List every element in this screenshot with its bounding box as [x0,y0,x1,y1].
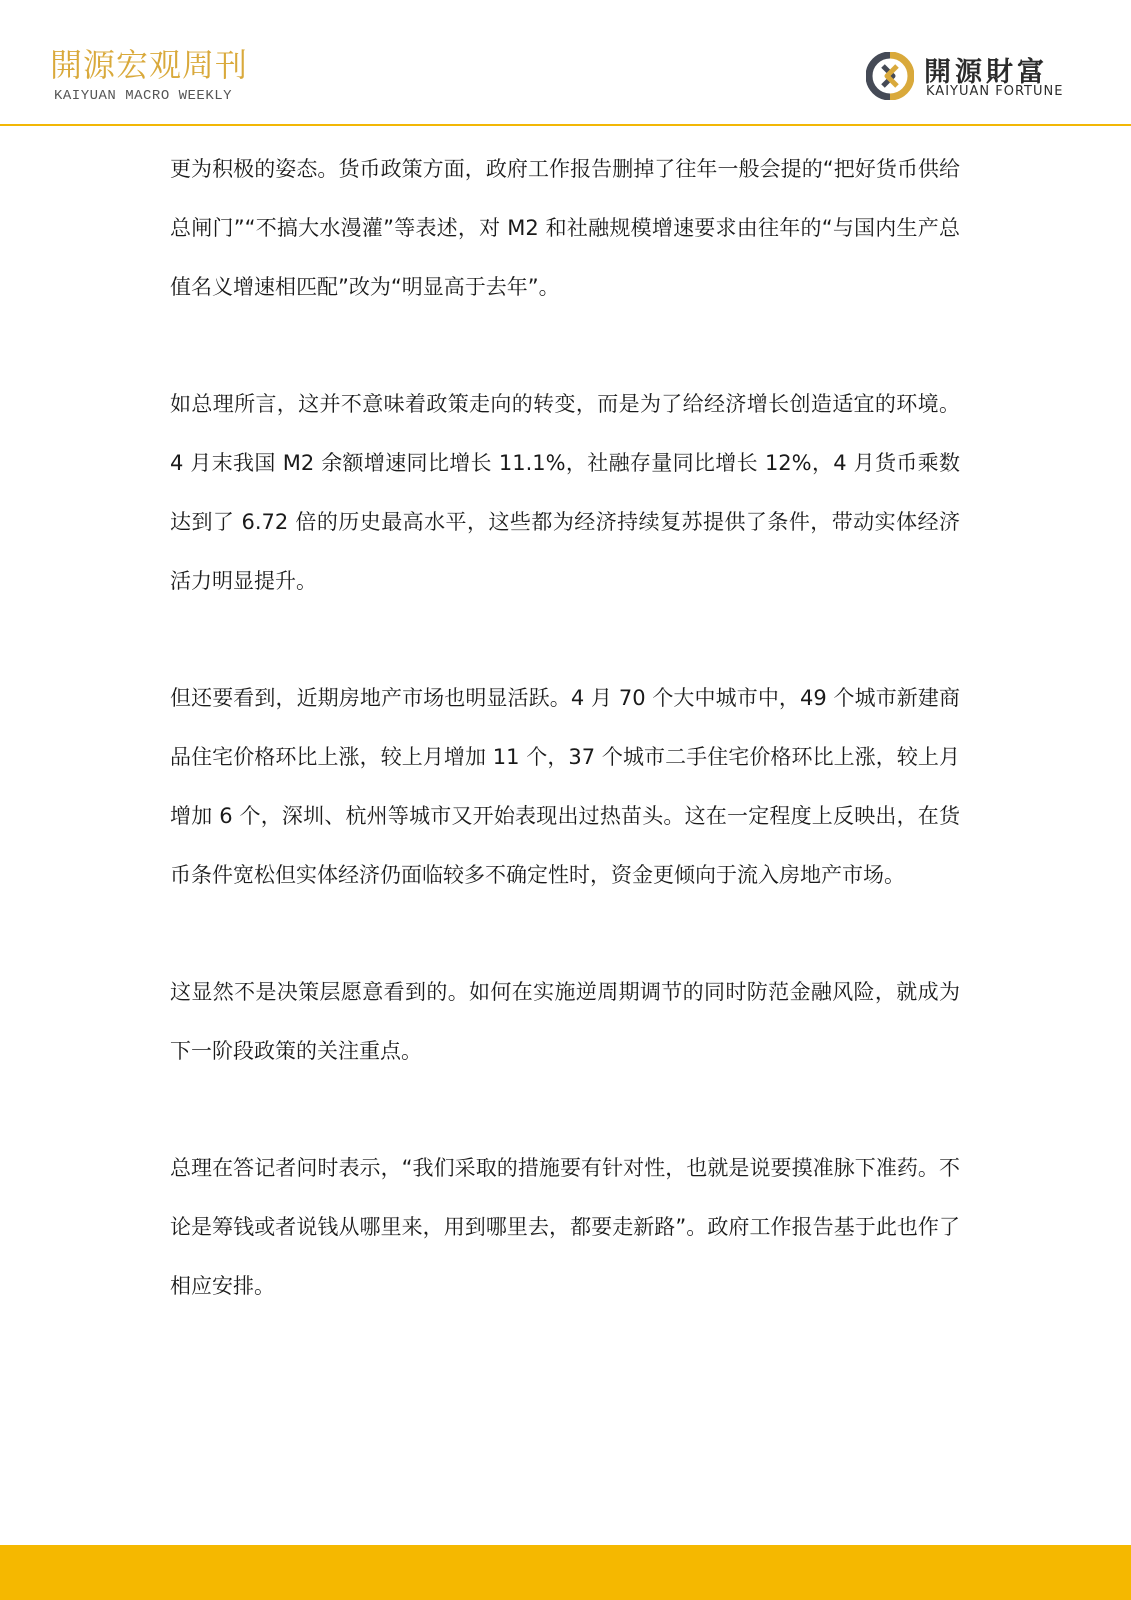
footer-band [0,1545,1131,1600]
magazine-title: 開源宏观周刊 [50,46,249,84]
brand-logo-block [866,50,1116,106]
kaiyuan-logo-icon [866,52,914,100]
paragraph: 总理在答记者问时表示，“我们采取的措施要有针对性，也就是说要摸准脉下准药。不论是筹钱或者说钱从哪里来，用到哪里去，都要走新路”。政府工作报告基于此也作了相应安排。 [170,1156,960,1298]
brand-name-cn: 開源財富 [924,57,1048,88]
paragraph: 更为积极的姿态。货币政策方面，政府工作报告删掉了往年一般会提的“把好货币供给总闸门”“不搞大水漫灌”等表述，对 M2 和社融规模增速要求由往年的“与国内生产总值名义增速相匹配”改为“明显高于去年”。 [170,157,960,299]
paragraph: 如总理所言，这并不意味着政策走向的转变，而是为了给经济增长创造适宜的环境。4 月末我国 M2 余额增速同比增长 11.1%，社融存量同比增长 12%，4 月货币乘数达到了 6.72 倍的历史最高水平，这些都为经济持续复苏提供了条件，带动实体经济活力明显提升。 [170,392,960,593]
page-header [0,0,1131,126]
magazine-subtitle: KAIYUAN MACRO WEEKLY [54,88,233,104]
brand-name-en: KAIYUAN FORTUNE [926,84,1064,99]
header-divider [0,124,1131,126]
paragraph: 但还要看到，近期房地产市场也明显活跃。4 月 70 个大中城市中，49 个城市新建商品住宅价格环比上涨，较上月增加 11 个，37 个城市二手住宅价格环比上涨，较上月增加 6 个，深圳、杭州等城市又开始表现出过热苗头。这在一定程度上反映出，在货币条件宽松但实体经济仍面临较多不确定性时，资金更倾向于流入房地产市场。 [170,686,960,887]
article-body [170,140,960,1374]
paragraph: 这显然不是决策层愿意看到的。如何在实施逆周期调节的同时防范金融风险，就成为下一阶段政策的关注重点。 [170,980,960,1063]
